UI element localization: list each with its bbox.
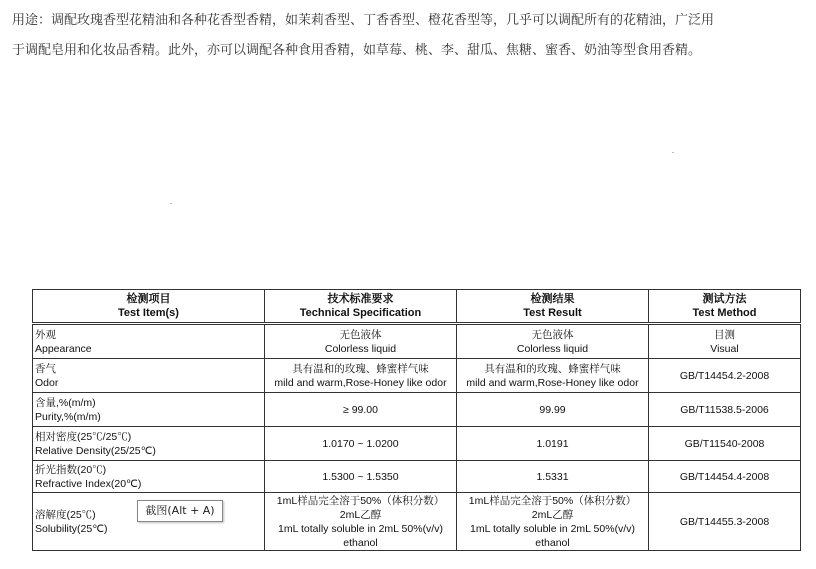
header-test-item <box>33 290 265 324</box>
spec-line: 1mL totally soluble in 2mL 50%(v/v) <box>278 522 443 535</box>
table-row <box>33 461 801 493</box>
method-cell: GB/T11540-2008 <box>649 427 801 461</box>
item-cell <box>33 461 265 493</box>
header-zh: 测试方法 <box>702 293 747 305</box>
result-cell: 1.0191 <box>457 427 649 461</box>
stray-dot <box>672 152 674 153</box>
header-zh: 检测项目 <box>126 293 171 305</box>
item-zh: 含量,%(m/m) <box>35 396 96 409</box>
item-zh: 折光指数(20℃) <box>35 463 107 476</box>
header-en: Test Result <box>523 307 582 319</box>
spec-en: Colorless liquid <box>324 342 397 355</box>
item-zh: 相对密度(25℃/25℃) <box>35 430 132 443</box>
header-zh: 技术标准要求 <box>327 293 394 305</box>
result-line: 1mL totally soluble in 2mL 50%(v/v) <box>470 522 635 535</box>
intro-line-1: 用途：调配玫瑰香型花精油和各种花香型香精，如茉莉香型、丁香香型、橙花香型等，几乎可以调配所有的花精油，广泛用 <box>12 13 715 28</box>
spec-en: mild and warm,Rose-Honey like odor <box>274 376 447 389</box>
spec-zh: 具有温和的玫瑰、蜂蜜样气味 <box>292 362 429 375</box>
spec-line: ethanol <box>343 536 378 549</box>
table-row <box>33 393 801 427</box>
header-technical-spec <box>265 290 457 324</box>
header-test-method <box>649 290 801 324</box>
header-en: Test Item(s) <box>118 307 179 319</box>
method-cell: GB/T14455.3-2008 <box>649 493 801 551</box>
table-row <box>33 427 801 461</box>
spec-cell: ≥ 99.00 <box>265 393 457 427</box>
item-zh: 香气 <box>35 362 56 375</box>
spec-cell <box>265 493 457 551</box>
result-en: Colorless liquid <box>516 342 589 355</box>
spec-cell: 1.5300 ~ 1.5350 <box>265 461 457 493</box>
method-cell: GB/T14454.2-2008 <box>649 359 801 393</box>
method-cell <box>649 324 801 359</box>
spec-zh: 无色液体 <box>339 328 382 341</box>
item-en: Refractive Index(20℃) <box>35 477 142 490</box>
result-line: ethanol <box>535 536 570 549</box>
spec-cell <box>265 324 457 359</box>
header-test-result <box>457 290 649 324</box>
spec-line: 1mL样品完全溶于50%（体积分数） <box>276 494 445 507</box>
item-en: Purity,%(m/m) <box>35 410 101 423</box>
intro-line-2: 于调配皂用和化妆品香精。此外，亦可以调配各种食用香精，如草莓、桃、李、甜瓜、焦糖、蜜香、奶油等型食用香精。 <box>12 43 702 58</box>
item-cell <box>33 427 265 461</box>
result-en: mild and warm,Rose-Honey like odor <box>466 376 639 389</box>
method-cell: GB/T11538.5-2006 <box>649 393 801 427</box>
result-zh: 具有温和的玫瑰、蜂蜜样气味 <box>484 362 621 375</box>
header-en: Technical Specification <box>299 307 422 319</box>
method-en: Visual <box>710 342 739 355</box>
item-zh: 外观 <box>35 328 56 341</box>
result-cell <box>457 493 649 551</box>
method-zh: 目测 <box>714 328 735 341</box>
result-cell: 99.99 <box>457 393 649 427</box>
header-en: Test Method <box>692 307 757 319</box>
result-line: 1mL样品完全溶于50%（体积分数） <box>468 494 637 507</box>
result-cell <box>457 324 649 359</box>
result-line: 2mL乙醇 <box>531 508 574 521</box>
item-en: Odor <box>35 376 59 389</box>
spec-cell: 1.0170 ~ 1.0200 <box>265 427 457 461</box>
header-zh: 检测结果 <box>530 293 575 305</box>
screenshot-tooltip: 截图(Alt + A) <box>137 500 223 522</box>
item-cell <box>33 393 265 427</box>
item-en: Relative Density(25/25℃) <box>35 444 156 457</box>
item-en: Solubility(25℃) <box>35 522 108 535</box>
item-cell <box>33 324 265 359</box>
table-header-row <box>33 290 801 324</box>
intro-text <box>12 6 802 66</box>
table-row <box>33 324 801 359</box>
item-cell <box>33 359 265 393</box>
result-cell: 1.5331 <box>457 461 649 493</box>
item-zh: 溶解度(25℃) <box>35 508 96 521</box>
spec-line: 2mL乙醇 <box>339 508 382 521</box>
item-en: Appearance <box>35 342 92 355</box>
stray-dot <box>170 203 172 204</box>
spec-cell <box>265 359 457 393</box>
method-cell: GB/T14454.4-2008 <box>649 461 801 493</box>
result-zh: 无色液体 <box>531 328 574 341</box>
table-row <box>33 359 801 393</box>
result-cell <box>457 359 649 393</box>
